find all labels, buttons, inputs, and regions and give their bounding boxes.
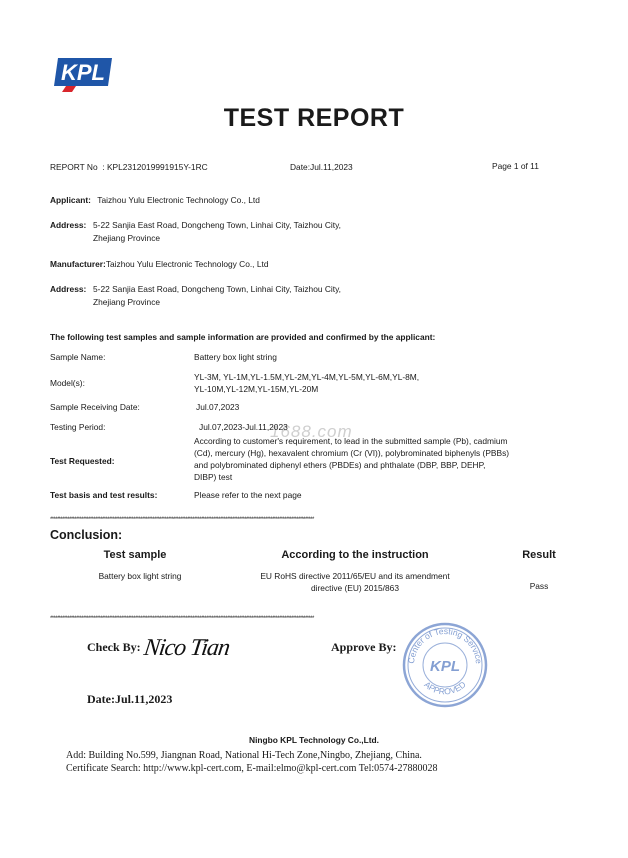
test-requested-label: Test Requested: bbox=[50, 456, 115, 466]
applicant-address-label: Address: bbox=[50, 220, 87, 230]
test-basis-label: Test basis and test results: bbox=[50, 490, 158, 500]
sample-name-label: Sample Name: bbox=[50, 352, 106, 362]
sample-info-intro: The following test samples and sample information are provided and confirmed by the applicant: bbox=[50, 332, 436, 342]
watermark: 1688.com bbox=[270, 422, 353, 441]
applicant-label: Applicant: bbox=[50, 195, 91, 205]
page-number: Page 1 of 11 bbox=[492, 161, 539, 171]
signature-date-label: Date: bbox=[87, 692, 115, 706]
report-number bbox=[50, 162, 208, 172]
stamp-logo-text: KPL bbox=[430, 658, 460, 675]
receiving-date-value: Jul.07,2023 bbox=[196, 402, 240, 412]
manufacturer-label: Manufacturer: bbox=[50, 259, 106, 269]
report-no-value: KPL2312019991915Y-1RC bbox=[106, 162, 208, 172]
conclusion-row-result: Pass bbox=[529, 581, 549, 591]
separator-top: ******************************************************************************************************************************************************** bbox=[50, 517, 314, 523]
models-line1: YL-3M, YL-1M,YL-1.5M,YL-2M,YL-4M,YL-5M,YL-6M,YL-8M, bbox=[194, 372, 420, 382]
report-date bbox=[290, 162, 353, 172]
manufacturer-name: Taizhou Yulu Electronic Technology Co., Ltd bbox=[105, 259, 269, 269]
test-requested-line2: (Cd), mercury (Hg), hexavalent chromium (Cr (VI)), polybrominated biphenyls (PBBs) bbox=[194, 448, 510, 458]
models-label: Model(s): bbox=[50, 378, 85, 388]
manufacturer bbox=[50, 259, 268, 269]
stamp-bottom-text: APPROVED bbox=[422, 679, 468, 697]
manufacturer-address-label: Address: bbox=[50, 284, 87, 294]
applicant bbox=[50, 195, 260, 205]
footer-address: Add: Building No.599, Jiangnan Road, National Hi-Tech Zone,Ningbo, Zhejiang, China. bbox=[66, 750, 422, 761]
manufacturer-address-line2: Zhejiang Province bbox=[93, 297, 161, 307]
page-title: TEST REPORT bbox=[223, 104, 405, 132]
sample-name-value: Battery box light string bbox=[194, 352, 277, 362]
conclusion-row-sample: Battery box light string bbox=[98, 571, 182, 581]
conclusion-row-instruction-line1: EU RoHS directive 2011/65/EU and its amendment bbox=[260, 571, 450, 581]
report-date-value: Jul.11,2023 bbox=[310, 162, 353, 172]
manufacturer-address-line1: 5-22 Sanjia East Road, Dongcheng Town, Linhai City, Taizhou City, bbox=[93, 284, 341, 294]
report-date-label: Date: bbox=[290, 162, 311, 172]
applicant-address-line1: 5-22 Sanjia East Road, Dongcheng Town, Linhai City, Taizhou City, bbox=[93, 220, 341, 230]
signature-date bbox=[87, 692, 172, 707]
approve-by-label: Approve By: bbox=[331, 640, 397, 654]
models-line2: YL-10M,YL-12M,YL-15M,YL-20M bbox=[194, 384, 319, 394]
conclusion-row-instruction-line2: directive (EU) 2015/863 bbox=[311, 583, 399, 593]
conclusion-col-instruction: According to the instruction bbox=[281, 549, 429, 561]
report-no-label: REPORT No : bbox=[50, 162, 105, 172]
conclusion-heading: Conclusion: bbox=[50, 528, 123, 542]
testing-period-label: Testing Period: bbox=[50, 422, 106, 432]
applicant-name: Taizhou Yulu Electronic Technology Co., Ltd bbox=[97, 195, 260, 205]
footer-company: Ningbo KPL Technology Co.,Ltd. bbox=[249, 735, 379, 745]
conclusion-col-result: Result bbox=[522, 549, 556, 561]
test-requested-line1: According to customer's requirement, to lead in the submitted sample (Pb), cadmium bbox=[194, 436, 508, 446]
logo-text: KPL bbox=[61, 60, 105, 85]
stamp-top-text: Center of Testing Service bbox=[405, 625, 485, 665]
footer-certificate-search: Certificate Search: http://www.kpl-cert.com, E-mail:elmo@kpl-cert.com Tel:0574-27880028 bbox=[66, 763, 438, 774]
test-basis-value: Please refer to the next page bbox=[194, 490, 302, 500]
svg-text:APPROVED bbox=[422, 679, 467, 696]
test-requested-line3: and polybrominated diphenyl ethers (PBDEs) and phthalate (DBP, BBP, DEHP, bbox=[194, 460, 486, 470]
check-signature: Nico Tian bbox=[142, 635, 231, 661]
separator-bottom: ******************************************************************************************************************************************************** bbox=[50, 616, 314, 622]
company-logo bbox=[52, 52, 114, 92]
signature-date-value: Jul.11,2023 bbox=[114, 692, 173, 706]
conclusion-col-sample: Test sample bbox=[103, 549, 167, 561]
check-by-label: Check By: bbox=[87, 640, 141, 654]
approval-stamp bbox=[402, 622, 488, 708]
testing-period-value: Jul.07,2023-Jul.11,2023 bbox=[199, 422, 288, 432]
receiving-date-label: Sample Receiving Date: bbox=[50, 402, 140, 412]
applicant-address-line2: Zhejiang Province bbox=[93, 233, 161, 243]
test-requested-line4: DIBP) test bbox=[194, 472, 233, 482]
